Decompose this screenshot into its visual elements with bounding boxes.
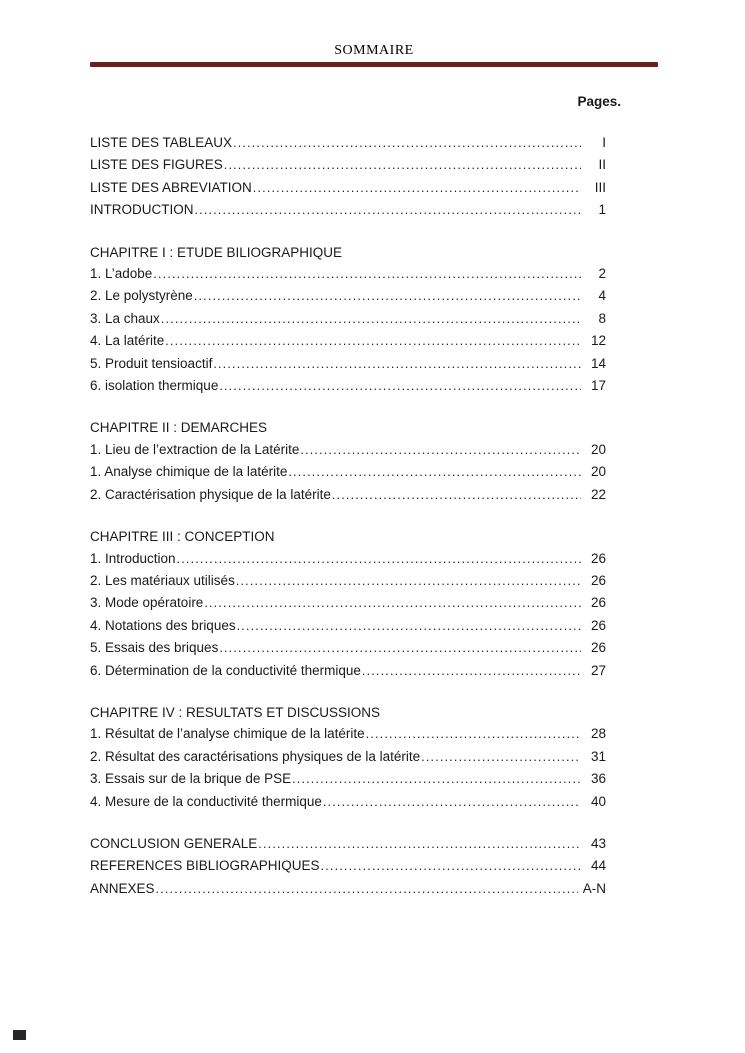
toc-entry-label: 6. isolation thermique <box>90 378 219 394</box>
toc-section <box>90 132 606 222</box>
toc-entry <box>90 177 606 199</box>
toc-entry-label: 3. Essais sur de la brique de PSE <box>90 771 292 787</box>
toc-entry-page-number: 1 <box>598 202 606 218</box>
toc-entry <box>90 833 606 855</box>
toc-entry-page-number: 43 <box>590 835 606 851</box>
toc-entry-page-number: 26 <box>590 640 606 656</box>
toc-section <box>90 833 606 900</box>
toc-entry <box>90 353 606 375</box>
toc-entry-label: 2. Caractérisation physique de la latérite <box>90 486 331 502</box>
toc-entry-page-number: 8 <box>598 310 606 326</box>
dot-leader <box>300 439 581 461</box>
toc-entry <box>90 199 606 221</box>
dot-leader <box>161 308 581 330</box>
toc-entry-page-number: 26 <box>590 550 606 566</box>
toc-entry-label: 3. La chaux <box>90 310 160 326</box>
dot-leader <box>156 878 578 900</box>
dot-leader <box>213 353 581 375</box>
toc-entry-page-number: III <box>594 179 606 195</box>
toc-entry <box>90 570 606 592</box>
toc-entry <box>90 154 606 176</box>
toc-entry-label: 4. Notations des briques <box>90 617 236 633</box>
toc-entry <box>90 592 606 614</box>
toc-entry-label: LISTE DES ABREVIATION <box>90 179 252 195</box>
dot-leader <box>366 723 581 745</box>
toc-section <box>90 417 606 506</box>
toc-entry-page-number: 40 <box>590 793 606 809</box>
toc-entry-label: 1. Résultat de l’analyse chimique de la latérite <box>90 726 365 742</box>
pages-header-row <box>90 94 658 110</box>
toc-section-heading: CHAPITRE IV : RESULTATS ET DISCUSSIONS <box>90 704 381 720</box>
dot-leader <box>362 660 581 682</box>
toc-entry-page-number: A-N <box>582 880 606 896</box>
dot-leader <box>233 132 581 154</box>
toc-entry-page-number: 12 <box>590 333 606 349</box>
dot-leader <box>219 375 581 397</box>
document-content <box>90 0 658 900</box>
title-rule <box>90 62 658 67</box>
toc-entry-page-number: 26 <box>590 617 606 633</box>
toc-entry-label: LISTE DES TABLEAUX <box>90 135 233 150</box>
toc-entry <box>90 768 606 790</box>
toc-entry-label: 5. Essais des briques <box>90 640 219 656</box>
toc-entry <box>90 375 606 397</box>
toc-entry-label: LISTE DES FIGURES <box>90 157 223 173</box>
dot-leader <box>323 791 581 813</box>
toc-entry-page-number: 14 <box>590 355 606 371</box>
toc-entry <box>90 615 606 637</box>
toc-entry-label: ANNEXES <box>90 880 155 896</box>
toc-entry <box>90 791 606 813</box>
toc-entry-page-number: 28 <box>590 726 606 742</box>
dot-leader <box>195 199 582 221</box>
toc-entry-page-number: 31 <box>590 748 606 764</box>
dot-leader <box>288 461 581 483</box>
toc-entry <box>90 660 606 682</box>
toc-entry <box>90 855 606 877</box>
dot-leader <box>219 637 581 659</box>
dot-leader <box>177 548 581 570</box>
toc-entry-label: 2. Le polystyrène <box>90 288 193 304</box>
toc-entry-page-number: 36 <box>590 771 606 787</box>
toc-entry-label: 1. Lieu de l’extraction de la Latérite <box>90 441 300 457</box>
toc-entry-page-number: 27 <box>590 662 606 678</box>
dot-leader <box>253 177 581 199</box>
toc-entry-label: 4. La latérite <box>90 333 165 349</box>
toc-entry-label: 1. Analyse chimique de la latérite <box>90 464 288 480</box>
toc-entry-page-number: II <box>598 157 606 173</box>
toc-entry-page-number: 17 <box>590 378 606 394</box>
toc-entry-page-number: 20 <box>590 441 606 457</box>
dot-leader <box>321 855 581 877</box>
toc-entry-label: 3. Mode opératoire <box>90 595 204 611</box>
toc-section <box>90 242 606 398</box>
toc-entry-label: 1. Introduction <box>90 550 176 566</box>
toc-entry <box>90 461 606 483</box>
dot-leader <box>194 285 581 307</box>
dot-leader <box>204 592 581 614</box>
toc-entry <box>90 723 606 745</box>
toc-entry <box>90 637 606 659</box>
dot-leader <box>165 330 581 352</box>
toc-entry-page-number: 20 <box>590 464 606 480</box>
toc-entry-page-number: 2 <box>598 266 606 282</box>
toc-entry-label: REFERENCES BIBLIOGRAPHIQUES <box>90 858 320 874</box>
toc-entry-label: 1. L’adobe <box>90 266 153 282</box>
toc-entry <box>90 878 606 900</box>
toc-entry-page-number: 44 <box>590 858 606 874</box>
toc-entry <box>90 484 606 506</box>
dot-leader <box>258 833 581 855</box>
dot-leader <box>237 615 581 637</box>
toc-entry-label: INTRODUCTION <box>90 202 194 218</box>
toc-entry-label: CONCLUSION GENERALE <box>90 835 258 851</box>
dot-leader <box>153 263 581 285</box>
toc-section <box>90 702 606 813</box>
toc <box>90 132 606 900</box>
toc-entry <box>90 548 606 570</box>
toc-entry-page-number: 26 <box>590 572 606 588</box>
toc-entry-label: 2. Résultat des caractérisations physiques de la latérite <box>90 748 421 764</box>
toc-entry-page-number: I <box>602 135 606 150</box>
toc-entry-label: 5. Produit tensioactif <box>90 355 213 371</box>
toc-entry <box>90 285 606 307</box>
toc-entry-page-number: 26 <box>590 595 606 611</box>
toc-entry <box>90 132 606 154</box>
toc-entry-page-number: 4 <box>598 288 606 304</box>
toc-entry <box>90 330 606 352</box>
dot-leader <box>224 154 581 176</box>
toc-section-heading: CHAPITRE I : ETUDE BILIOGRAPHIQUE <box>90 244 343 260</box>
page-corner-mark <box>13 1030 26 1040</box>
toc-section <box>90 526 606 682</box>
toc-section-heading: CHAPITRE II : DEMARCHES <box>90 420 268 436</box>
toc-entry <box>90 439 606 461</box>
dot-leader <box>421 746 581 768</box>
page-title: SOMMAIRE <box>334 43 414 58</box>
toc-entry <box>90 263 606 285</box>
toc-entry-label: 6. Détermination de la conductivité thermique <box>90 662 361 678</box>
toc-entry <box>90 746 606 768</box>
toc-entry-label: 2. Les matériaux utilisés <box>90 572 235 588</box>
toc-entry <box>90 308 606 330</box>
toc-entry-page-number: 22 <box>590 486 606 502</box>
dot-leader <box>332 484 581 506</box>
pages-label: Pages. <box>577 94 621 109</box>
dot-leader <box>236 570 581 592</box>
toc-section-heading: CHAPITRE III : CONCEPTION <box>90 529 275 545</box>
dot-leader <box>292 768 581 790</box>
toc-entry-label: 4. Mesure de la conductivité thermique <box>90 793 322 809</box>
